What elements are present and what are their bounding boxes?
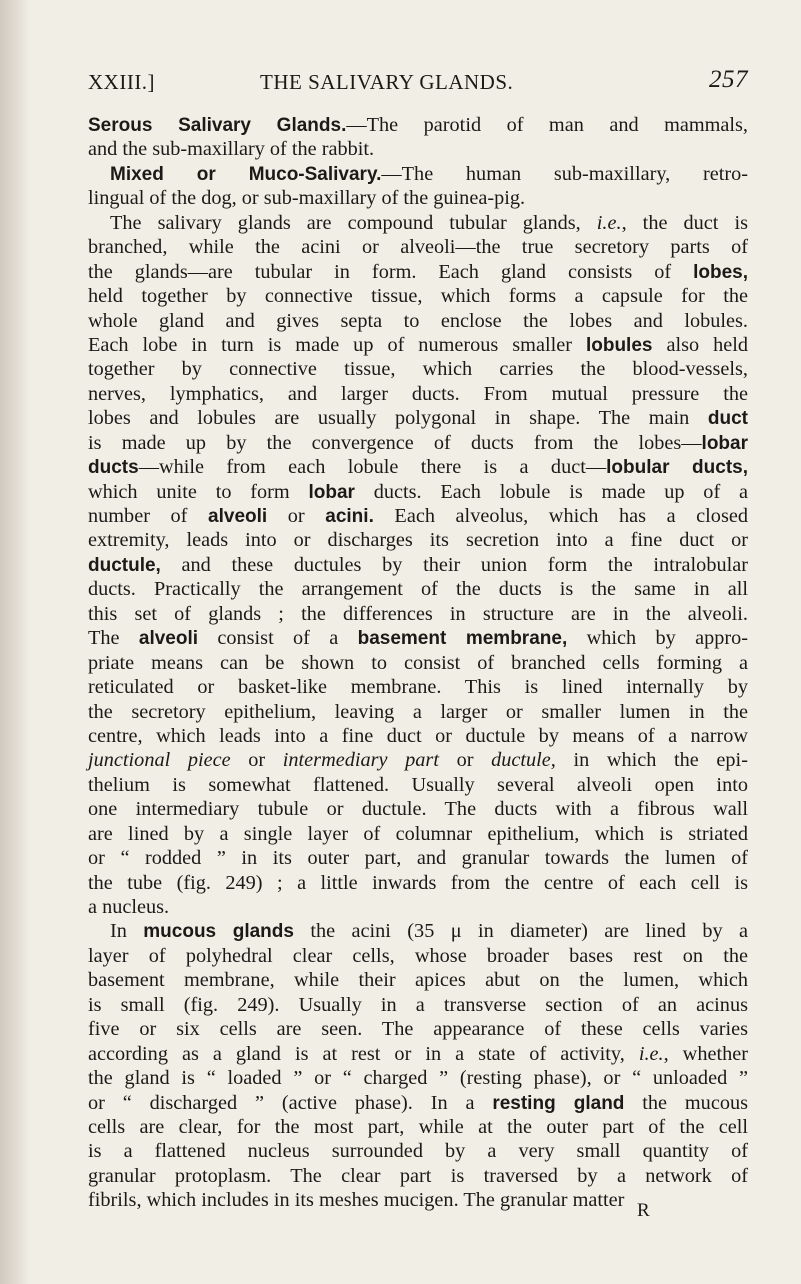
text-run: or “ discharged ” (active phase). In a (88, 1091, 493, 1114)
text-line (88, 406, 748, 430)
bold-term: ducts (88, 457, 139, 479)
text-run: ducts. Each lobule is made up of a (354, 480, 748, 503)
text-line (88, 675, 748, 699)
page-gutter-shadow (0, 0, 30, 1284)
bold-term: alveoli (208, 506, 268, 527)
text-line (88, 1115, 748, 1139)
text-run: or (267, 505, 326, 527)
text-run: according as a gland is at rest or in a state of activity, (88, 1042, 639, 1065)
running-title: THE SALIVARY GLANDS. (260, 70, 514, 94)
text-line (88, 797, 748, 821)
text-line (88, 871, 748, 895)
text-run: nerves, lymphatics, and larger ducts. From mutual pressure the (88, 382, 748, 405)
bold-term: Mixed or Muco-Salivary. (110, 163, 382, 185)
bold-term: lobules (585, 334, 653, 356)
text-line (88, 528, 748, 552)
italic-term: i.e. (638, 1042, 664, 1065)
text-line (88, 651, 748, 675)
text-line (88, 382, 748, 406)
text-line (88, 1066, 748, 1090)
text-run: The salivary glands are compound tubular glands, (110, 211, 597, 234)
text-line (88, 333, 748, 357)
text-line (88, 504, 748, 528)
text-line (88, 1139, 748, 1163)
text-line (88, 577, 748, 601)
text-run: Each alveolus, which has a closed (373, 505, 748, 527)
text-line (88, 357, 748, 381)
bold-term: alveoli (138, 628, 199, 650)
text-run: the tube (fig. 249) ; a little inwards from the centre of each cell is (88, 871, 748, 894)
text-line (88, 553, 748, 577)
text-line (88, 1164, 748, 1188)
text-run: or (230, 749, 283, 772)
bold-term: lobes, (693, 261, 748, 283)
text-run: priate means can be shown to consist of branched cells forming a (88, 651, 748, 674)
text-run: and these ductules by their union form the intralobular (160, 553, 748, 576)
text-line (88, 748, 748, 772)
text-line (88, 186, 748, 210)
italic-term: intermediary part (282, 749, 439, 772)
text-run: , the duct is (621, 211, 748, 234)
text-line (88, 944, 748, 968)
text-line (88, 1091, 748, 1115)
text-run: the glands—are tubular in form. Each gland consists of (88, 260, 694, 283)
text-run: the mucous (624, 1091, 748, 1114)
text-run: together by connective tissue, which carries the blood-vessels, (88, 358, 748, 381)
text-line (88, 162, 748, 186)
text-line (88, 235, 748, 259)
bold-term: lobular ducts, (606, 457, 748, 479)
text-line (88, 968, 748, 992)
text-line (88, 919, 748, 943)
text-line (88, 113, 748, 137)
text-line (88, 724, 748, 748)
page-number: 257 (709, 66, 748, 93)
text-line (88, 431, 748, 455)
text-run: five or six cells are seen. The appearance of these cells varies (88, 1018, 748, 1041)
bold-term: duct (707, 408, 748, 430)
text-line (88, 773, 748, 797)
text-run: are lined by a single layer of columnar epithelium, which is striated (88, 822, 748, 845)
bold-term: Serous Salivary Glands. (88, 115, 347, 136)
bold-term: acini. (325, 506, 374, 527)
text-run: fibrils, which includes in its meshes mucigen. The granular matter (88, 1189, 625, 1212)
text-line (88, 309, 748, 333)
text-run: layer of polyhedral clear cells, whose broader bases rest on the (88, 944, 748, 967)
text-run: and the sub-maxillary of the rabbit. (88, 138, 375, 161)
bold-term: lobar (308, 481, 355, 503)
text-run: granular protoplasm. The clear part is traversed by a network of (88, 1164, 748, 1187)
text-line (88, 1042, 748, 1066)
text-line (88, 602, 748, 626)
text-run: —The human sub-maxillary, retro- (381, 162, 748, 185)
text-run: which by appro- (567, 627, 749, 650)
text-run: lingual of the dog, or sub-maxillary of the guinea-pig. (88, 187, 526, 210)
bold-term: basement membrane, (357, 628, 568, 650)
text-run: centre, which leads into a fine duct or ductule by means of a narrow (88, 724, 748, 747)
text-run: consist of a (198, 627, 358, 650)
text-line (88, 211, 748, 235)
text-line (88, 700, 748, 724)
text-run: , whether (663, 1042, 748, 1065)
text-run: cells are clear, for the most part, while at the outer part of the cell (88, 1115, 748, 1138)
text-run: is a flattened nucleus surrounded by a very small quantity of (88, 1140, 748, 1163)
bold-term: resting gland (492, 1092, 625, 1114)
text-run: —The parotid of man and mammals, (346, 114, 749, 136)
text-run: or “ rodded ” in its outer part, and granular towards the lumen of (88, 847, 748, 870)
text-run: In (110, 920, 144, 943)
text-run: basement membrane, while their apices abut on the lumen, which (88, 969, 748, 992)
text-run: reticulated or basket-like membrane. This is lined internally by (88, 676, 748, 699)
text-line (88, 480, 748, 504)
italic-term: i.e. (596, 211, 622, 234)
text-run: a nucleus. (88, 896, 170, 918)
text-line (88, 284, 748, 308)
text-run: in which the epi- (555, 749, 748, 772)
text-run: thelium is somewhat flattened. Usually several alveoli open into (88, 773, 748, 796)
body-text (88, 113, 748, 1213)
text-line (88, 822, 748, 846)
text-run: number of (88, 505, 209, 527)
italic-term: junctional piece (88, 749, 231, 772)
text-run: the acini (35 μ in diameter) are lined by a (293, 920, 748, 943)
text-run: which unite to form (88, 480, 309, 503)
text-line (88, 1017, 748, 1041)
text-run: or (438, 749, 492, 772)
text-run: extremity, leads into or discharges its secretion into a fine duct or (88, 529, 748, 552)
text-line (88, 137, 748, 161)
text-run: also held (652, 333, 749, 356)
text-run: this set of glands ; the differences in structure are in the alveoli. (88, 602, 748, 625)
text-line (88, 846, 748, 870)
text-line (88, 993, 748, 1017)
bold-term: lobar (701, 432, 748, 454)
text-run: the gland is “ loaded ” or “ charged ” (resting phase), or “ unloaded ” (88, 1067, 748, 1090)
text-line (88, 895, 748, 919)
text-run: whole gland and gives septa to enclose the lobes and lobules. (88, 309, 748, 332)
text-line (88, 260, 748, 284)
running-header (88, 66, 748, 98)
italic-term: ductule, (491, 749, 556, 772)
text-run: Each lobe in turn is made up of numerous smaller (88, 333, 586, 356)
signature-mark: R (637, 1200, 650, 1221)
text-run: branched, while the acini or alveoli—the true secretory parts of (88, 236, 748, 259)
text-line (88, 626, 748, 650)
text-run: —while from each lobule there is a duct— (138, 456, 607, 479)
chapter-number: XXIII.] (88, 70, 156, 94)
text-run: is small (fig. 249). Usually in a transverse section of an acinus (88, 993, 748, 1016)
bold-term: ductule, (88, 554, 161, 576)
text-run: ducts. Practically the arrangement of the ducts is the same in all (88, 578, 748, 601)
text-run: lobes and lobules are usually polygonal in shape. The main (88, 407, 708, 430)
text-line (88, 455, 748, 479)
bold-term: mucous glands (143, 921, 294, 943)
text-run: The (88, 627, 139, 650)
text-run: is made up by the convergence of ducts from the lobes— (88, 431, 702, 454)
text-run: held together by connective tissue, which forms a capsule for the (88, 285, 748, 308)
text-run: the secretory epithelium, leaving a larger or smaller lumen in the (88, 700, 748, 723)
text-run: one intermediary tubule or ductule. The ducts with a fibrous wall (88, 798, 748, 821)
